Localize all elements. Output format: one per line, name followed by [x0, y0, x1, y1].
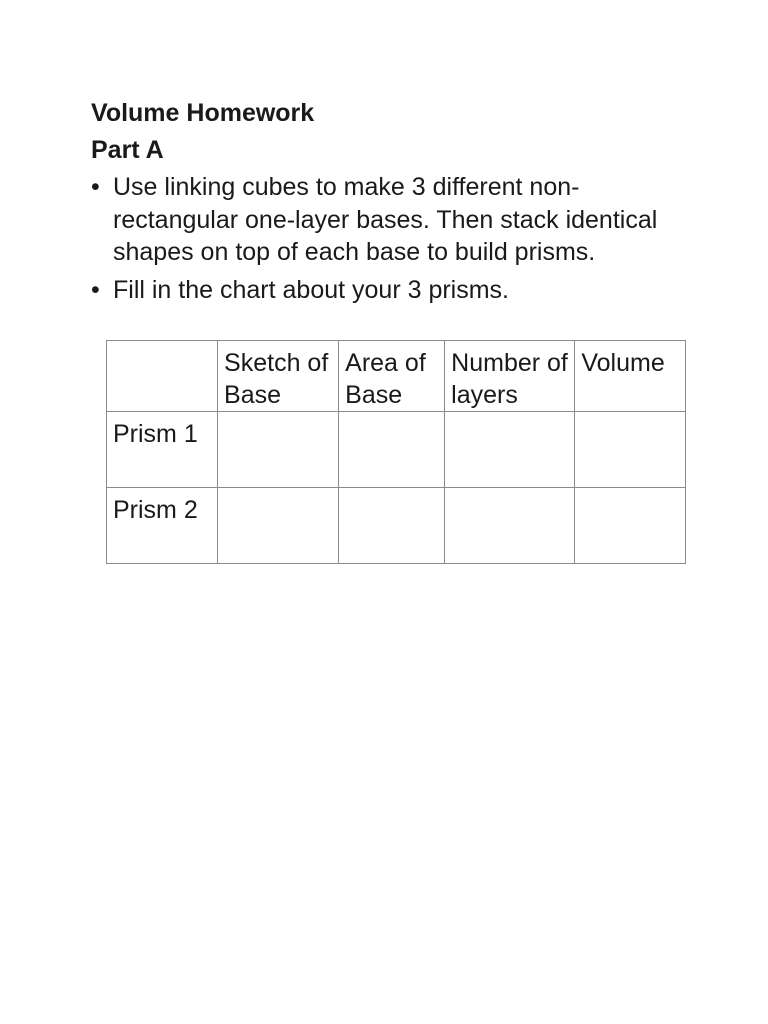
sketch-of-base-cell[interactable] — [218, 488, 339, 564]
number-of-layers-cell[interactable] — [445, 412, 575, 488]
table-row — [107, 488, 686, 564]
number-of-layers-cell[interactable] — [445, 488, 575, 564]
header-cell-sketch-of-base: Sketch of Base — [218, 341, 339, 412]
table-row — [107, 412, 686, 488]
row-label: Prism 1 — [107, 412, 218, 488]
area-of-base-cell[interactable] — [339, 488, 445, 564]
instruction-item — [91, 274, 691, 307]
row-label: Prism 2 — [107, 488, 218, 564]
bullet-icon: • — [91, 173, 100, 201]
instruction-item — [91, 171, 691, 269]
volume-cell[interactable] — [575, 412, 686, 488]
header-cell-volume: Volume — [575, 341, 686, 412]
table-header-row — [107, 341, 686, 412]
part-heading: Part A — [91, 136, 164, 164]
instruction-text: Use linking cubes to make 3 different non-rectangular one-layer bases. Then stack identical shapes on top of each base to build prisms. — [113, 173, 658, 266]
bullet-icon: • — [91, 275, 100, 304]
document-title: Volume Homework — [91, 99, 315, 127]
header-cell-number-of-layers: Number of layers — [445, 341, 575, 412]
header-cell-area-of-base: Area of Base — [339, 341, 445, 412]
volume-cell[interactable] — [575, 488, 686, 564]
instruction-list — [91, 171, 691, 311]
instruction-text: Fill in the chart about your 3 prisms. — [113, 275, 509, 304]
area-of-base-cell[interactable] — [339, 412, 445, 488]
sketch-of-base-cell[interactable] — [218, 412, 339, 488]
header-cell-empty — [107, 341, 218, 412]
prism-chart — [106, 340, 686, 564]
